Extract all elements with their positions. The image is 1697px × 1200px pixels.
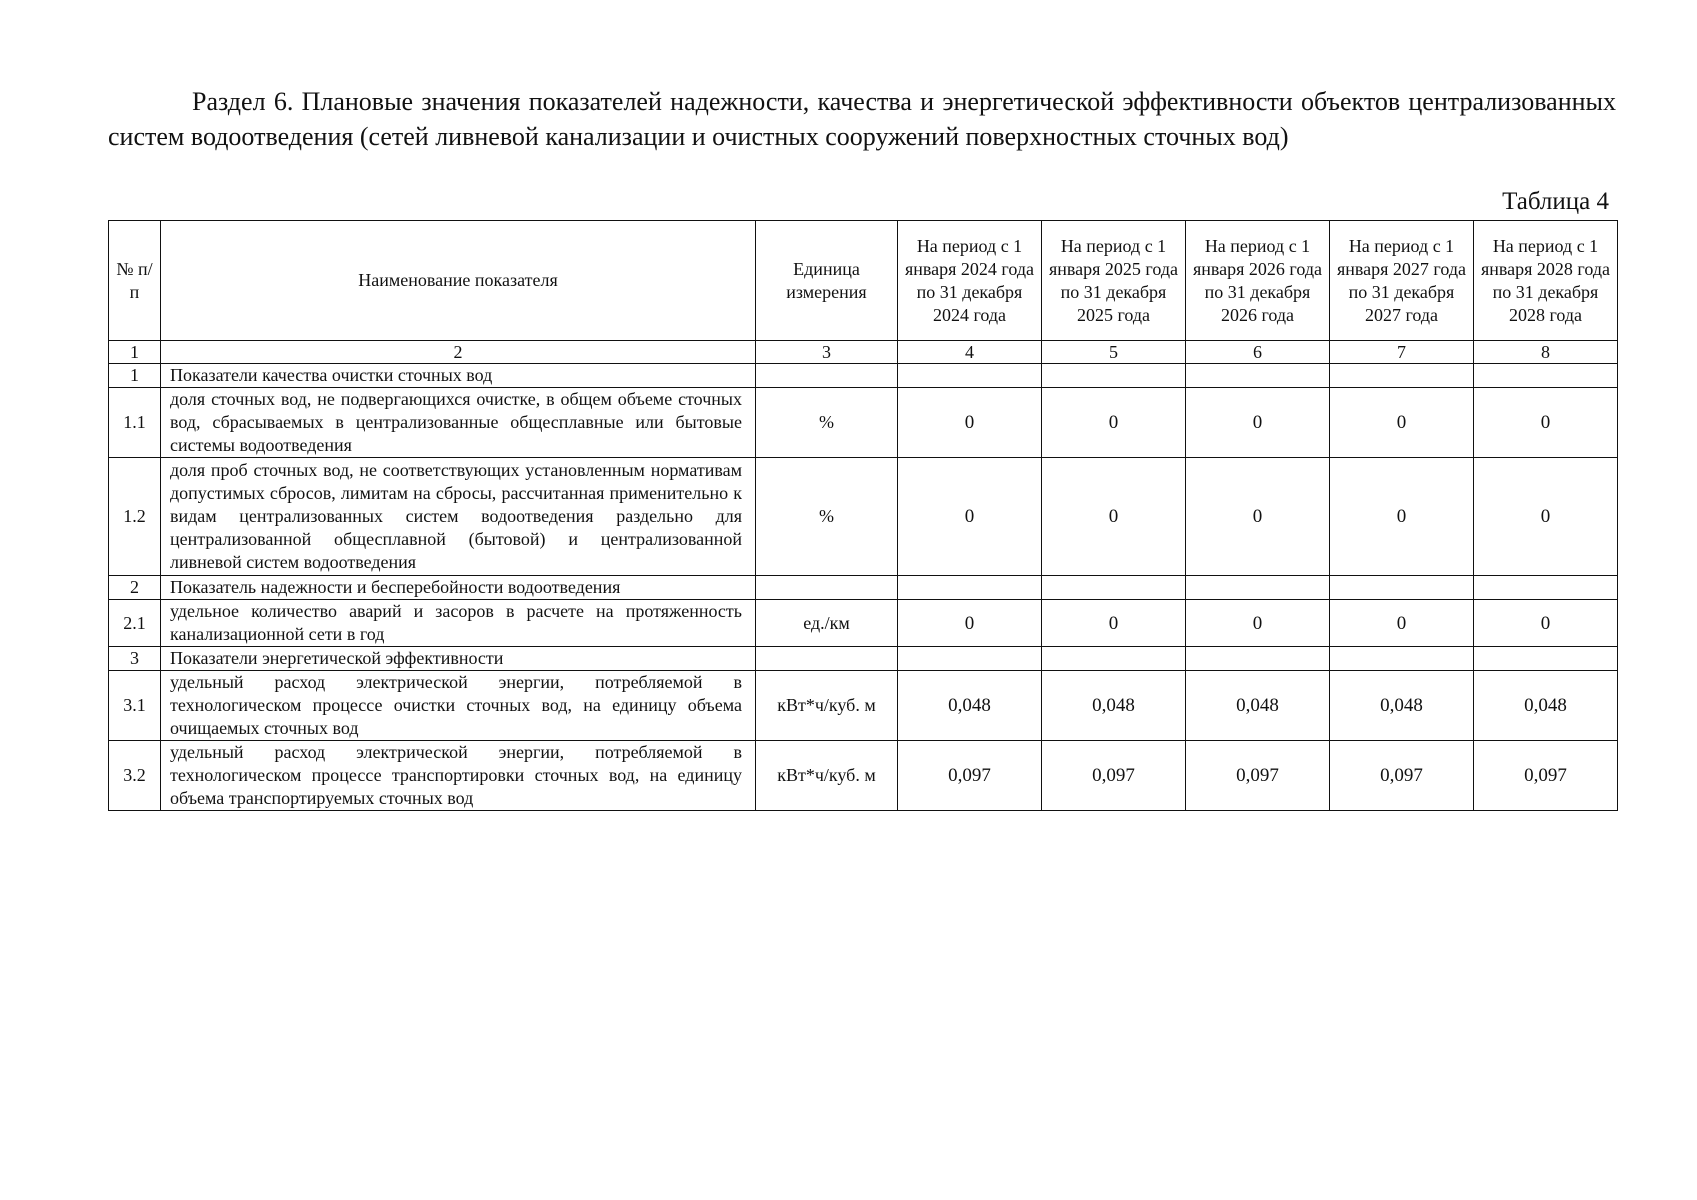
row-value: 0: [1474, 458, 1618, 576]
row-name: Показатель надежности и бесперебойности водоотведения: [161, 576, 756, 600]
row-value: [898, 576, 1042, 600]
section-heading: Раздел 6. Плановые значения показателей надежности, качества и энергетической эффективности объектов централизованных систем водоотведения (сетей ливневой канализации и очистных сооружений поверхностных сточных вод): [108, 87, 1616, 151]
column-number: 2: [161, 341, 756, 364]
header-period-2024: На период с 1 января 2024 года по 31 декабря 2024 года: [898, 221, 1042, 341]
table-row: [109, 671, 1618, 741]
table-row: [109, 576, 1618, 600]
row-value: 0: [1042, 388, 1186, 458]
header-period-2028: На период с 1 января 2028 года по 31 декабря 2028 года: [1474, 221, 1618, 341]
row-value: [898, 647, 1042, 671]
row-value: 0: [1186, 458, 1330, 576]
row-value: 0: [1186, 600, 1330, 647]
row-value: [1330, 576, 1474, 600]
row-unit: ед./км: [756, 600, 898, 647]
header-period-2025: На период с 1 января 2025 года по 31 декабря 2025 года: [1042, 221, 1186, 341]
row-unit: [756, 576, 898, 600]
row-value: [1186, 647, 1330, 671]
row-value: 0,048: [1186, 671, 1330, 741]
column-number: 7: [1330, 341, 1474, 364]
row-value: 0: [1042, 600, 1186, 647]
table-row: [109, 458, 1618, 576]
row-value: 0,048: [1474, 671, 1618, 741]
row-value: 0: [1042, 458, 1186, 576]
row-num: 1.2: [109, 458, 161, 576]
column-number: 8: [1474, 341, 1618, 364]
row-value: 0,048: [1042, 671, 1186, 741]
column-number: 3: [756, 341, 898, 364]
row-value: [1042, 647, 1186, 671]
row-value: 0,097: [898, 741, 1042, 811]
row-unit: кВт*ч/куб. м: [756, 741, 898, 811]
row-name: доля проб сточных вод, не соответствующих установленным нормативам допустимых сбросов, лимитам на сбросы, рассчитанная применительно к видам централизованных систем водоотведения раздельно для централизованной общесплавной (бытовой) и централизованной ливневой систем водоотведения: [161, 458, 756, 576]
row-name: Показатели энергетической эффективности: [161, 647, 756, 671]
row-num: 2.1: [109, 600, 161, 647]
table-row: [109, 388, 1618, 458]
row-value: 0: [1474, 388, 1618, 458]
header-num: № п/п: [109, 221, 161, 341]
row-value: 0,048: [1330, 671, 1474, 741]
row-value: 0,048: [898, 671, 1042, 741]
row-value: [1042, 576, 1186, 600]
row-value: 0: [1186, 388, 1330, 458]
row-value: [1330, 364, 1474, 388]
header-period-2027: На период с 1 января 2027 года по 31 декабря 2027 года: [1330, 221, 1474, 341]
row-name: удельное количество аварий и засоров в расчете на протяженность канализационной сети в год: [161, 600, 756, 647]
row-unit: [756, 364, 898, 388]
row-value: 0,097: [1330, 741, 1474, 811]
row-value: [1042, 364, 1186, 388]
row-name: удельный расход электрической энергии, потребляемой в технологическом процессе очистки сточных вод, на единицу объема очищаемых сточных вод: [161, 671, 756, 741]
row-num: 2: [109, 576, 161, 600]
row-value: 0,097: [1474, 741, 1618, 811]
row-name: удельный расход электрической энергии, потребляемой в технологическом процессе транспортировки сточных вод, на единицу объема транспортируемых сточных вод: [161, 741, 756, 811]
row-num: 3: [109, 647, 161, 671]
row-num: 1: [109, 364, 161, 388]
column-number: 1: [109, 341, 161, 364]
row-unit: [756, 647, 898, 671]
table-row: [109, 647, 1618, 671]
row-unit: кВт*ч/куб. м: [756, 671, 898, 741]
row-value: 0: [1330, 600, 1474, 647]
table-label: Таблица 4: [1502, 188, 1609, 215]
row-value: 0: [1330, 458, 1474, 576]
row-value: 0: [1474, 600, 1618, 647]
row-num: 1.1: [109, 388, 161, 458]
table-row: [109, 364, 1618, 388]
header-row: [109, 221, 1618, 341]
row-num: 3.2: [109, 741, 161, 811]
row-name: Показатели качества очистки сточных вод: [161, 364, 756, 388]
table-row: [109, 741, 1618, 811]
column-numbers-row: [109, 341, 1618, 364]
header-period-2026: На период с 1 января 2026 года по 31 декабря 2026 года: [1186, 221, 1330, 341]
header-name: Наименование показателя: [161, 221, 756, 341]
row-value: 0: [898, 388, 1042, 458]
row-unit: %: [756, 458, 898, 576]
row-value: 0: [1330, 388, 1474, 458]
row-value: [1474, 647, 1618, 671]
row-value: 0,097: [1042, 741, 1186, 811]
column-number: 5: [1042, 341, 1186, 364]
column-number: 4: [898, 341, 1042, 364]
row-value: 0: [898, 600, 1042, 647]
row-value: [898, 364, 1042, 388]
row-value: 0: [898, 458, 1042, 576]
table-row: [109, 600, 1618, 647]
row-value: [1186, 364, 1330, 388]
row-value: [1474, 576, 1618, 600]
row-name: доля сточных вод, не подвергающихся очистке, в общем объеме сточных вод, сбрасываемых в централизованные общесплавные или бытовые системы водоотведения: [161, 388, 756, 458]
row-num: 3.1: [109, 671, 161, 741]
row-value: 0,097: [1186, 741, 1330, 811]
row-value: [1330, 647, 1474, 671]
indicators-table: [108, 220, 1618, 811]
row-value: [1474, 364, 1618, 388]
row-value: [1186, 576, 1330, 600]
row-unit: %: [756, 388, 898, 458]
column-number: 6: [1186, 341, 1330, 364]
header-unit: Единица измерения: [756, 221, 898, 341]
